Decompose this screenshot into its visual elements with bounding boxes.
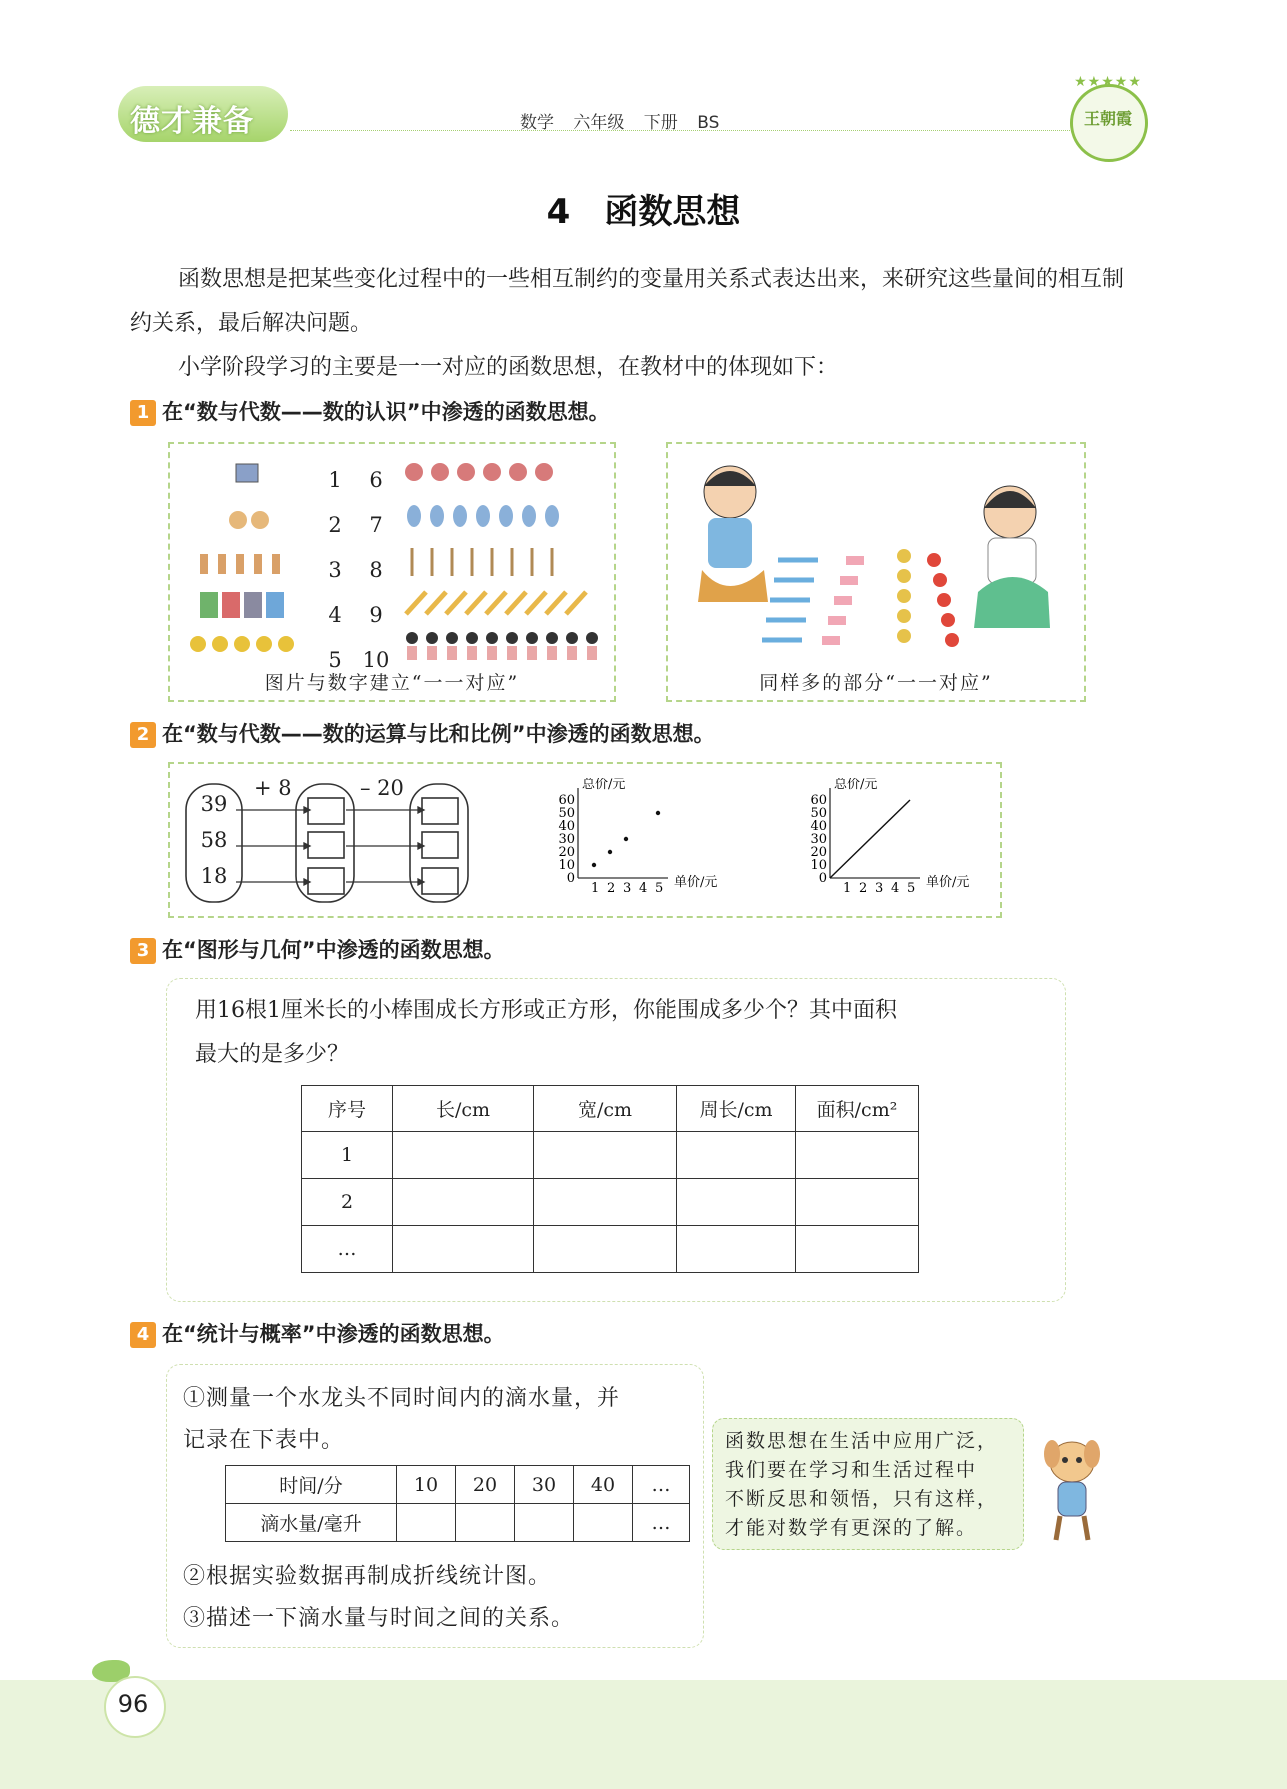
header-subject: 数学 六年级 下册 BS [520, 113, 720, 133]
children-illustration [678, 452, 1074, 664]
illustration-children [666, 442, 1086, 702]
y-tick-label: 40 [810, 819, 827, 834]
y-axis-label: 总价/元 [582, 778, 626, 792]
table-cell: … [633, 1466, 690, 1504]
item-2: ②根据实验数据再制成折线统计图。 [183, 1564, 552, 1589]
table-row [302, 1132, 919, 1179]
number-9: 9 [369, 603, 383, 627]
y-tick-label: 60 [810, 793, 827, 808]
star-icon: ★★★★★ [1074, 74, 1142, 90]
rectangle-table [301, 1085, 919, 1273]
x-tick-label: 3 [623, 881, 632, 896]
y-tick-label: 20 [558, 845, 575, 860]
x-tick-label: 5 [907, 881, 916, 896]
y-tick-label: 50 [558, 806, 575, 821]
data-point [624, 837, 628, 841]
table-row [302, 1226, 919, 1273]
section-4-panel [166, 1364, 704, 1648]
table-header: 序号 [302, 1086, 393, 1132]
item-1-line-1: ①测量一个水龙头不同时间内的滴水量，并 [183, 1386, 621, 1411]
footer-band [0, 1680, 1287, 1789]
caption-left: 图片与数字建立“一一对应” [264, 672, 520, 694]
number-3: 3 [328, 558, 342, 582]
x-tick-label: 4 [891, 881, 900, 896]
section-title: 在“数与代数——数的运算与比和比例”中渗透的函数思想。 [162, 722, 715, 746]
series-line [830, 800, 910, 878]
table-cell [677, 1179, 796, 1226]
table-cell [456, 1504, 515, 1542]
data-point [656, 811, 660, 815]
table-cell: 20 [456, 1466, 515, 1504]
mapping-input-58: 58 [200, 828, 228, 852]
mapping-input-18: 18 [200, 864, 228, 888]
section-number: 2 [130, 722, 156, 748]
table-cell: 40 [574, 1466, 633, 1504]
table-cell: 30 [515, 1466, 574, 1504]
tip-line: 函数思想在生活中应用广泛， [725, 1430, 999, 1452]
page-number: 96 [117, 1690, 149, 1718]
table-cell [393, 1132, 534, 1179]
tip-line: 我们要在学习和生活过程中 [725, 1459, 978, 1481]
number-5: 5 [328, 648, 342, 672]
section-number: 1 [130, 400, 156, 426]
question-line-1: 用16根1厘米长的小棒围成长方形或正方形，你能围成多少个？其中面积 [195, 998, 897, 1023]
scatter-chart [540, 778, 740, 904]
tip-line: 才能对数学有更深的了解。 [725, 1517, 978, 1539]
y-tick-label: 50 [810, 806, 827, 821]
table-cell [534, 1226, 677, 1273]
table-cell: 时间/分 [226, 1466, 397, 1504]
question-line-2: 最大的是多少？ [195, 1042, 350, 1067]
section-title: 在“统计与概率”中渗透的函数思想。 [162, 1322, 505, 1346]
table-cell: 10 [397, 1466, 456, 1504]
illustration-numbers [168, 442, 616, 702]
section-3-heading [130, 934, 505, 964]
header-logo-text: 王朝霞 [1083, 109, 1132, 128]
y-tick-label: 10 [810, 858, 827, 873]
item-1-line-2: 记录在下表中。 [183, 1428, 345, 1453]
table-header: 宽/cm [534, 1086, 677, 1132]
section-2-panel [168, 762, 1002, 918]
left-number-col [320, 458, 350, 683]
table-cell: … [302, 1226, 393, 1273]
table-cell: … [633, 1504, 690, 1542]
table-cell [393, 1226, 534, 1273]
tip-line: 不断反思和领悟，只有这样， [725, 1488, 999, 1510]
drip-table [225, 1465, 690, 1542]
table-row [302, 1179, 919, 1226]
number-8: 8 [369, 558, 383, 582]
item-3: ③描述一下滴水量与时间之间的关系。 [183, 1606, 575, 1631]
x-tick-label: 1 [591, 881, 600, 896]
number-6: 6 [369, 468, 383, 492]
table-cell [677, 1226, 796, 1273]
left-object-icons [178, 454, 318, 674]
table-header: 周长/cm [677, 1086, 796, 1132]
table-cell [393, 1179, 534, 1226]
data-point [608, 850, 612, 854]
table-cell [677, 1132, 796, 1179]
table-row [226, 1504, 690, 1542]
page-title: 4 函数思想 [546, 192, 741, 232]
mapping-input-39: 39 [200, 792, 228, 816]
table-cell: 2 [302, 1179, 393, 1226]
y-tick-label: 30 [558, 832, 575, 847]
y-tick-label: 0 [818, 871, 827, 886]
cartoon-dog-icon [1030, 1428, 1114, 1548]
y-tick-label: 40 [558, 819, 575, 834]
table-cell [515, 1504, 574, 1542]
table-header: 面积/cm² [796, 1086, 919, 1132]
y-axis-label: 总价/元 [834, 778, 878, 792]
x-axis-label: 单价/元 [926, 875, 970, 890]
mapping-op-minus: – 20 [360, 776, 404, 800]
data-point [592, 863, 596, 867]
right-object-icons [402, 454, 602, 674]
y-tick-label: 60 [558, 793, 575, 808]
x-tick-label: 4 [639, 881, 648, 896]
section-title: 在“数与代数——数的认识”中渗透的函数思想。 [162, 400, 610, 424]
number-1: 1 [328, 468, 342, 492]
section-number: 3 [130, 938, 156, 964]
x-axis-label: 单价/元 [674, 875, 718, 890]
intro-paragraph-2: 小学阶段学习的主要是一一对应的函数思想，在教材中的体现如下： [178, 355, 839, 380]
mapping-op-plus: + 8 [254, 776, 292, 800]
table-cell [534, 1132, 677, 1179]
table-cell [796, 1132, 919, 1179]
intro-text-1: 函数思想是把某些变化过程中的一些相互制约的变量用关系式表达出来，来研究这些量间的相互制约关系，最后解决问题。 [130, 267, 1125, 336]
right-number-col [358, 458, 394, 683]
table-row [226, 1466, 690, 1504]
y-tick-label: 0 [566, 871, 575, 886]
section-3-panel [166, 978, 1066, 1302]
line-chart [792, 778, 992, 904]
y-tick-label: 10 [558, 858, 575, 873]
table-header-row [302, 1086, 919, 1132]
table-cell [534, 1179, 677, 1226]
x-tick-label: 3 [875, 881, 884, 896]
y-tick-label: 20 [810, 845, 827, 860]
table-header: 长/cm [393, 1086, 534, 1132]
section-title: 在“图形与几何”中渗透的函数思想。 [162, 938, 505, 962]
x-tick-label: 1 [843, 881, 852, 896]
section-1-heading [130, 396, 610, 426]
table-cell [397, 1504, 456, 1542]
section-4-heading [130, 1318, 505, 1348]
number-4: 4 [328, 603, 342, 627]
y-tick-label: 30 [810, 832, 827, 847]
number-7: 7 [369, 513, 383, 537]
table-cell: 1 [302, 1132, 393, 1179]
intro-paragraph-1 [130, 258, 1140, 346]
number-10: 10 [362, 648, 390, 672]
table-cell: 滴水量/毫升 [226, 1504, 397, 1542]
x-tick-label: 5 [655, 881, 664, 896]
section-2-heading [130, 718, 715, 748]
caption-right: 同样多的部分“一一对应” [759, 672, 993, 694]
tip-text [725, 1427, 1021, 1543]
x-tick-label: 2 [607, 881, 616, 896]
section-number: 4 [130, 1322, 156, 1348]
header-badge-text: 德才兼备 [130, 104, 254, 139]
tip-bubble [712, 1418, 1024, 1550]
table-cell [796, 1179, 919, 1226]
table-cell [574, 1504, 633, 1542]
x-tick-label: 2 [859, 881, 868, 896]
number-2: 2 [328, 513, 342, 537]
table-cell [796, 1226, 919, 1273]
